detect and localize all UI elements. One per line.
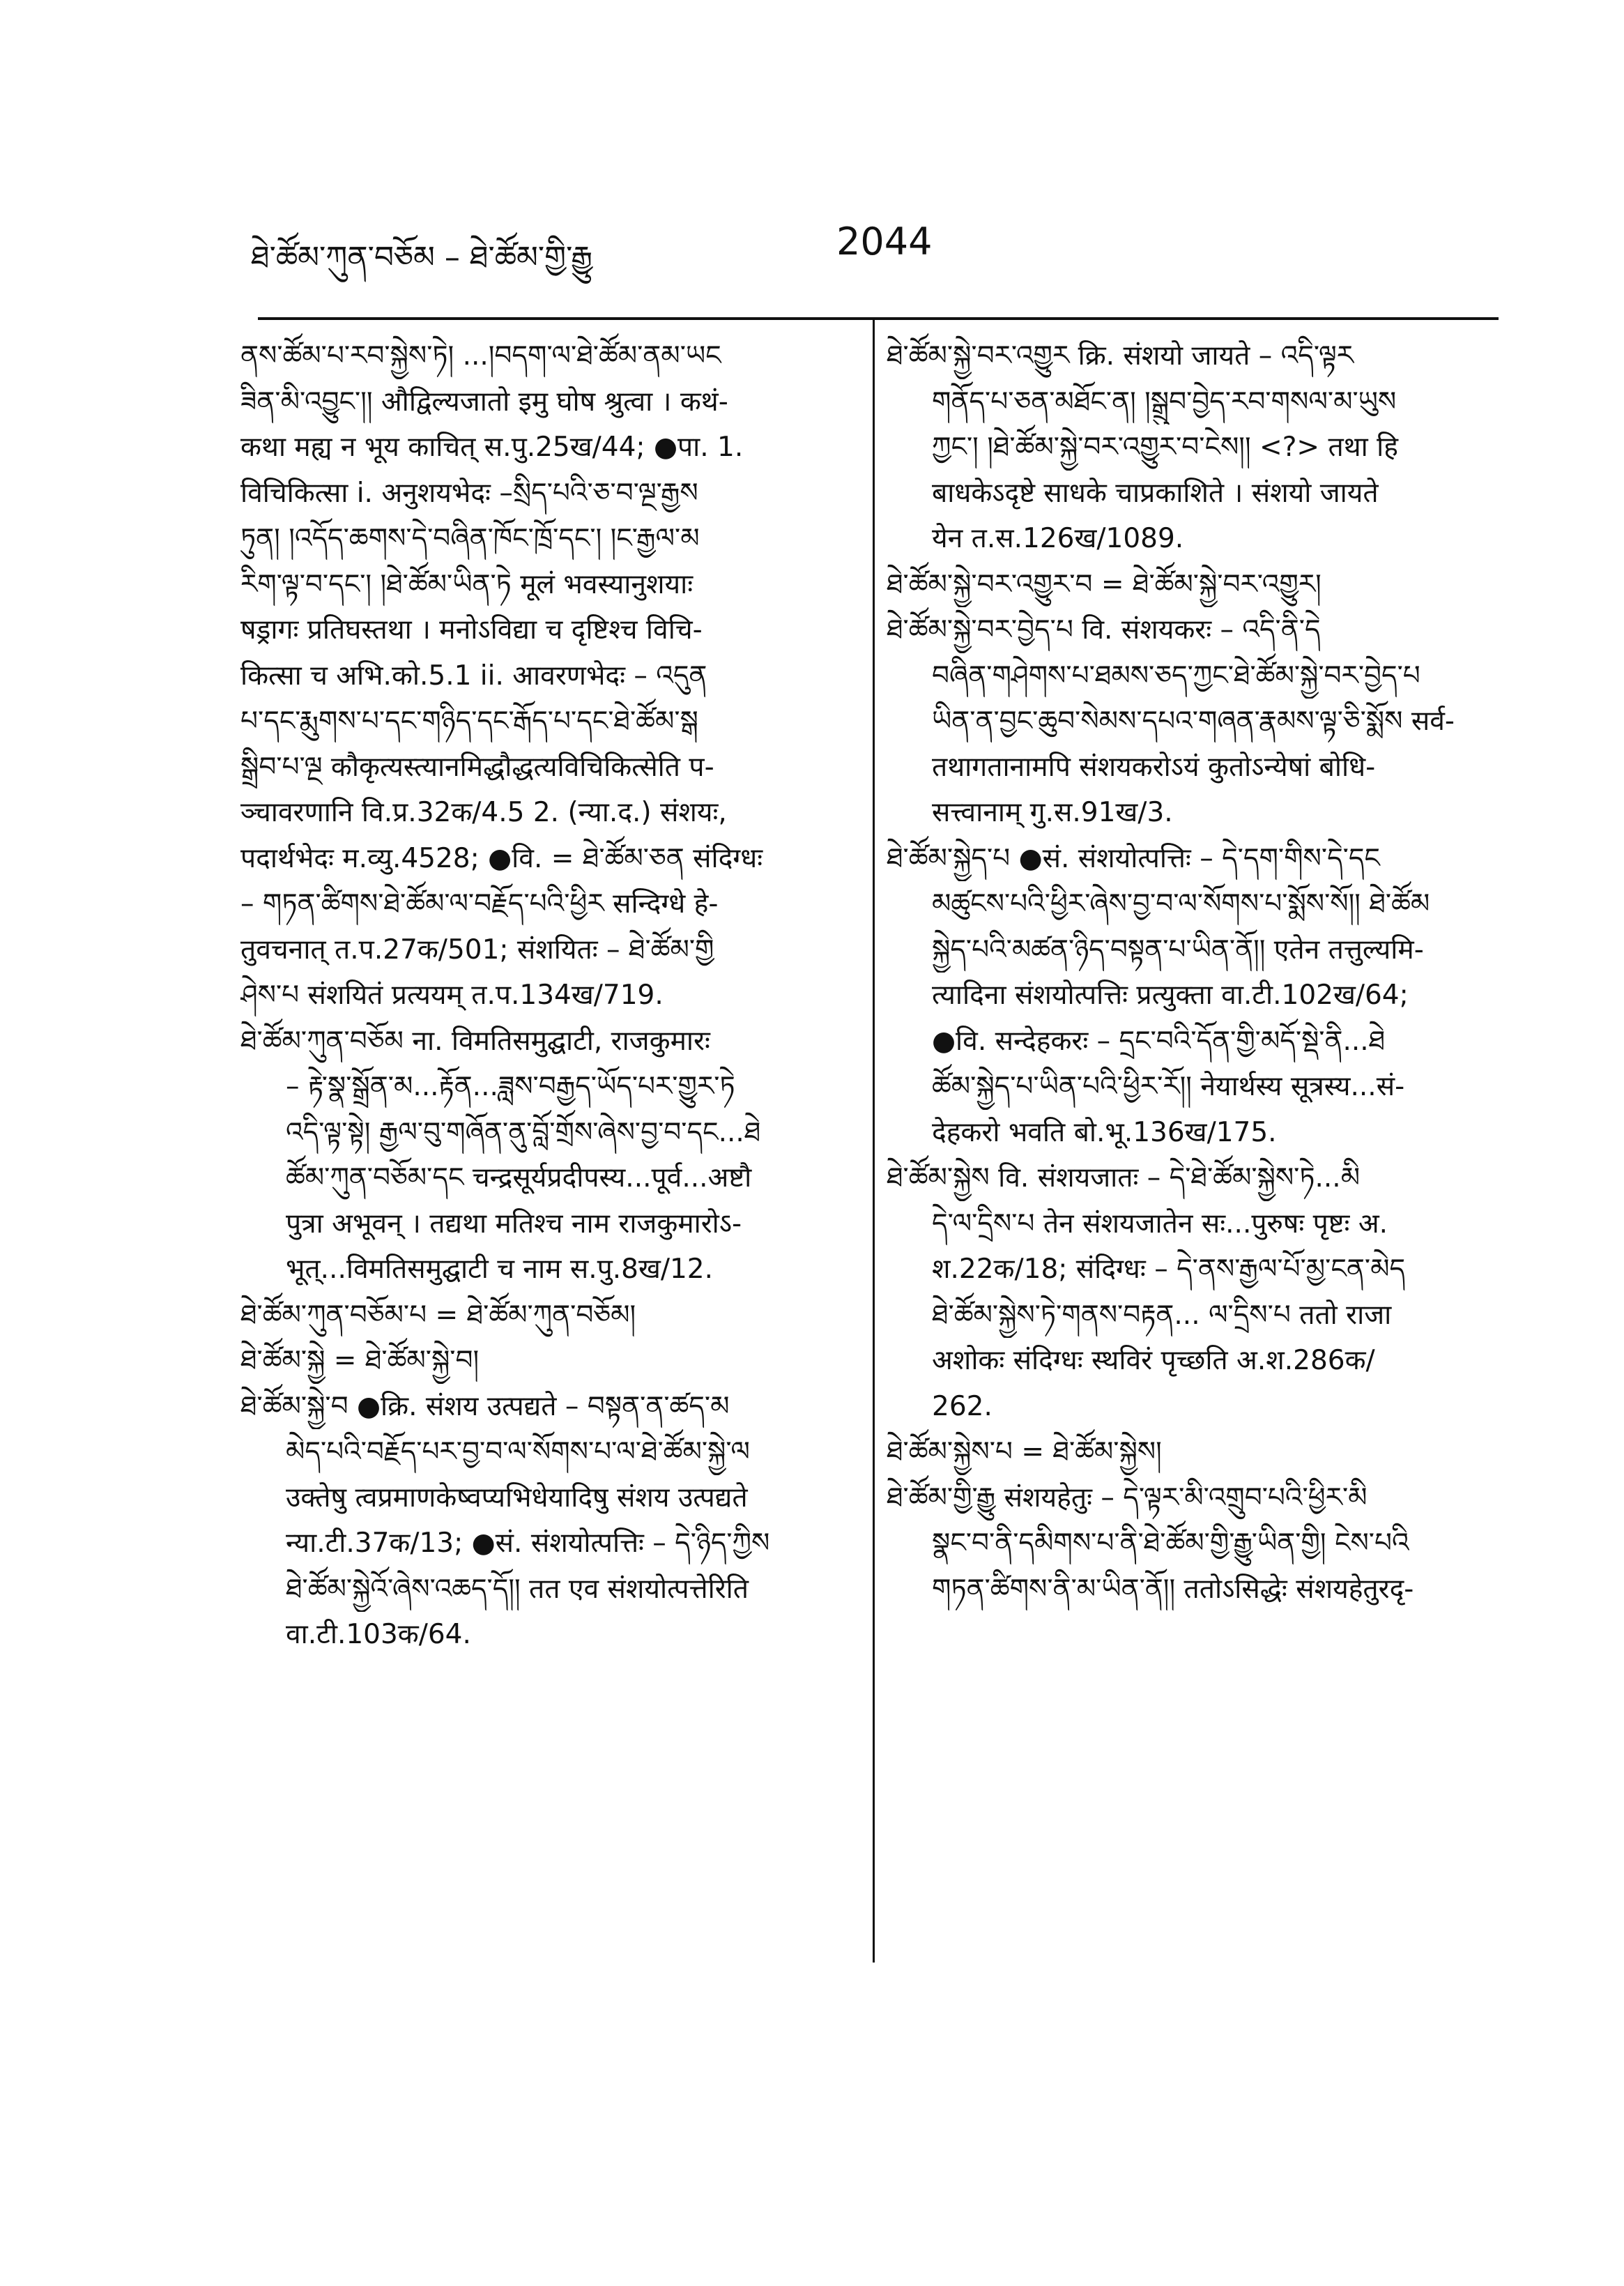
text-line: རིག་ལྟ་བ་དང་། །ཐེ་ཚོམ་ཡིན་ཏེ मूलं भवस्यानुशयाः — [240, 568, 694, 600]
text-line: མེད་པའི་བརྗོད་པར་བྱ་བ་ལ་སོགས་པ་ལ་ཐེ་ཚོམ་སྐྱེ་ལ — [286, 1436, 750, 1468]
text-line: གནོད་པ་ཅན་མཐོང་ན། །སྒྲུབ་བྱེད་རབ་གསལ་མ་ཡུས — [932, 386, 1397, 418]
text-line: བཞིན་གཤེགས་པ་ཐམས་ཅད་ཀྱང་ཐེ་ཚོམ་སྐྱེ་བར་བྱེད་པ — [932, 660, 1420, 692]
text-line: बाधकेऽदृष्टे साधके चाप्रकाशिते । संशयो जायते — [932, 477, 1379, 509]
text-line: པ་དང་རྨུགས་པ་དང་གཉིད་དང་རྒོད་པ་དང་ཐེ་ཚོམ་སྒ — [240, 706, 698, 737]
text-line: ཏུན། །འདོད་ཆགས་དེ་བཞིན་ཁོང་ཁྲོ་དང་། །ང་རྒྱལ་མ — [240, 523, 700, 554]
text-line: ཚོམ་སྐྱེད་པ་ཡིན་པའི་ཕྱིར་རོ།། नेयार्थस्य सूत्रस्य...सं- — [932, 1071, 1405, 1102]
text-line: – རྟེ་སྣ་སྒྲོན་མ...རྟོན...ཟླས་བརྒྱད་ཡོད་པར་གྱུར་ཏེ — [286, 1071, 735, 1102]
entry-headword-line: ཐེ་ཚོམ་སྐྱེས वि. संशयजातः – དེ་ཐེ་ཚོམ་སྐྱེས་ཏེ...མི — [887, 1162, 1361, 1194]
page-number: 2044 — [836, 220, 933, 264]
text-line: སྒྲིབ་པ་ལྔ कौकृत्यस्त्यानमिद्धौद्धत्यविचिकित्सेति प- — [240, 751, 714, 783]
text-line: तथागतानामपि संशयकरोऽयं कुतोऽन्येषां बोधि- — [932, 751, 1376, 783]
entry-headword-line: ཐེ་ཚོམ་སྐྱེ = ཐེ་ཚོམ་སྐྱེ་བ། — [240, 1345, 480, 1376]
text-line: पुत्रा अभूवन् । तद्यथा मतिश्च नाम राजकुमारोऽ- — [286, 1207, 742, 1240]
text-line: येन त.स.126ख/1089. — [932, 523, 1184, 554]
text-line: ཚོམ་ཀུན་བཅོམ་དང चन्द्रसूर्यप्रदीपस्य...पूर्व...अष्टौ — [286, 1162, 752, 1194]
text-line: ཤེས་པ संशयितं प्रत्ययम् त.प.134ख/719. — [240, 980, 664, 1011]
text-line: སྐྱེད་པའི་མཚན་ཉིད་བསྟན་པ་ཡིན་ནོ།། एतेन तत्तुल्यमि- — [932, 934, 1424, 966]
entry-headword-line: ཐེ་ཚོམ་གྱི་རྒྱུ संशयहेतुः – དེ་ལྟར་མི་འགྲུབ་པའི་ཕྱིར་མི — [887, 1481, 1368, 1514]
text-line: – གཏན་ཚིགས་ཐེ་ཚོམ་ལ་བརྗོད་པའི་ཕྱིར सन्दिग्धे हे- — [240, 888, 719, 920]
entry-headword-line: ཐེ་ཚོམ་སྐྱེ་བར་འགྱུར་བ = ཐེ་ཚོམ་སྐྱེ་བར་འགྱུར། — [887, 568, 1322, 600]
text-line: མཚུངས་པའི་ཕྱིར་ཞེས་བྱ་བ་ལ་སོགས་པ་སྨོས་སོ།། ཐེ་ཚོམ — [932, 888, 1430, 920]
text-line: གཏན་ཚིགས་ནི་མ་ཡིན་ནོ།། ततोऽसिद्धेः संशयहेतुरदृ- — [932, 1573, 1414, 1605]
text-line: न्या.टी.37क/13; ●सं. संशयोत्पत्तिः – དེ་ཉིད་ཀྱིས — [286, 1527, 770, 1559]
text-line: སྣང་བ་ནི་དམིགས་པ་ནི་ཐེ་ཚོམ་གྱི་རྒྱུ་ཡིན་གྱི། ངེས་པའི — [932, 1527, 1409, 1559]
entry-headword-line: ཐེ་ཚོམ་སྐྱེས་པ = ཐེ་ཚོམ་སྐྱེས། — [887, 1436, 1162, 1468]
text-line: देहकरो भवति बो.भू.136ख/175. — [932, 1116, 1277, 1148]
text-line: ཡིན་ན་བྱང་ཆུབ་སེམས་དཔའ་གཞན་རྣམས་ལྟ་ཅི་སྨོས सर्व- — [932, 706, 1455, 737]
text-line: उक्तेषु त्वप्रमाणकेष्वप्यभिधेयादिषु संशय उत्पद्यते — [286, 1481, 748, 1514]
text-line: भूत्...विमतिसमुद्घाटी च नाम स.पु.8ख/12. — [286, 1254, 714, 1285]
text-line: कथा मह्य न भूय काचित् स.पु.25ख/44; ●पा. 1. — [240, 432, 744, 463]
text-line: कित्सा च अभि.को.5.1 ii. आवरणभेदः – འདུན — [240, 660, 707, 692]
entry-headword-line: ཐེ་ཚོམ་སྐྱེད་པ ●सं. संशयोत्पत्तिः – དེ་དག་གིས་དེ་དང — [887, 842, 1380, 874]
text-line: ཀྱང་། །ཐེ་ཚོམ་སྐྱེ་བར་འགྱུར་བ་ངེས།། <?> तथा हि — [932, 432, 1398, 463]
text-line: वा.टी.103क/64. — [286, 1619, 471, 1650]
text-line: तुवचनात् त.प.27क/501; संशयितः – ཐེ་ཚོམ་གྱི — [240, 934, 714, 966]
entry-headword-line: ཐེ་ཚོམ་ཀུན་བཅོམ ना. विमतिसमुद्घाटी, राजकुमारः — [240, 1025, 710, 1057]
text-line: ནས་ཚོམ་པ་རབ་སྐྱེས་ཏེ། ...།བདག་ལ་ཐེ་ཚོམ་ནམ་ཡང — [240, 340, 721, 372]
text-line: सत्त्वानाम् गु.स.91ख/3. — [932, 797, 1173, 828]
column-divider — [873, 317, 875, 1963]
text-line: पदार्थभेदः म.व्यु.4528; ●वि. = ཐེ་ཚོམ་ཅན संदिग्धः — [240, 842, 763, 874]
running-head: ཐེ་ཚོམ་ཀུན་བཅོམ – ཐེ་ཚོམ་གྱི་རྒྱུ — [251, 240, 593, 275]
right-column — [887, 333, 1507, 1612]
entry-headword-line: ཐེ་ཚོམ་སྐྱེ་བ ●क्रि. संशय उत्पद्यते – བསྟན་ན་ཚད་མ — [240, 1390, 730, 1422]
text-line: ཟིན་མི་འབྱུང་།། औद्विल्यजातो इमु घोष श्रुत्वा । कथं- — [240, 386, 728, 418]
text-line: त्यादिना संशयोत्पत्तिः प्रत्युक्ता वा.टी.102ख/64; — [932, 980, 1409, 1011]
page-header — [251, 209, 1506, 286]
text-line: ञ्चावरणानि वि.प्र.32क/4.5 2. (न्या.द.) संशयः, — [240, 797, 727, 828]
entry-headword-line: ཐེ་ཚོམ་སྐྱེ་བར་འགྱུར क्रि. संशयो जायते – འདི་ལྟར — [887, 340, 1354, 372]
text-line: ཐེ་ཚོམ་སྐྱེའོ་ཞེས་འཆད་དོ།། तत एव संशयोत्पत्तेरिति — [286, 1573, 749, 1605]
text-line: श.22क/18; संदिग्धः – དེ་ནས་རྒྱལ་པོ་མྱ་ངན་མེད — [932, 1254, 1406, 1285]
text-line: དེ་ལ་དྲིས་པ तेन संशयजातेन सः...पुरुषः पृष्टः अ. — [932, 1207, 1388, 1240]
header-rule — [258, 317, 1499, 320]
text-line: འདི་ལྟ་སྟེ། རྒྱལ་བུ་གཞོན་ནུ་བློ་གྲོས་ཞེས་བྱ་བ་དང...ཐེ — [286, 1116, 761, 1148]
text-line: ཐེ་ཚོམ་སྐྱེས་ཏེ་གནས་བརྟན... ལ་དྲིས་པ ततो राजा — [932, 1299, 1392, 1331]
entry-headword-line: ཐེ་ཚོམ་ཀུན་བཅོམ་པ = ཐེ་ཚོམ་ཀུན་བཅོམ། — [240, 1299, 636, 1331]
text-line: विचिकित्सा i. अनुशयभेदः –སྲིད་པའི་ཅ་བ་ལྔ་རྒྱས — [240, 477, 698, 509]
text-line: अशोकः संदिग्धः स्थविरं पृच्छति अ.श.286क/ — [932, 1345, 1375, 1376]
entry-headword-line: ཐེ་ཚོམ་སྐྱེ་བར་བྱེད་པ वि. संशयकरः – འདི་ནི་དེ — [887, 614, 1321, 646]
text-line: षड्रागः प्रतिघस्तथा । मनोऽविद्या च दृष्टिश्च विचि- — [240, 614, 703, 646]
left-column — [240, 333, 854, 1658]
text-line: ●वि. सन्देहकरः – དྲང་བའི་དོན་གྱི་མདོ་སྡེ་ནི...ཐེ — [932, 1025, 1386, 1057]
text-line: 262. — [932, 1390, 993, 1422]
